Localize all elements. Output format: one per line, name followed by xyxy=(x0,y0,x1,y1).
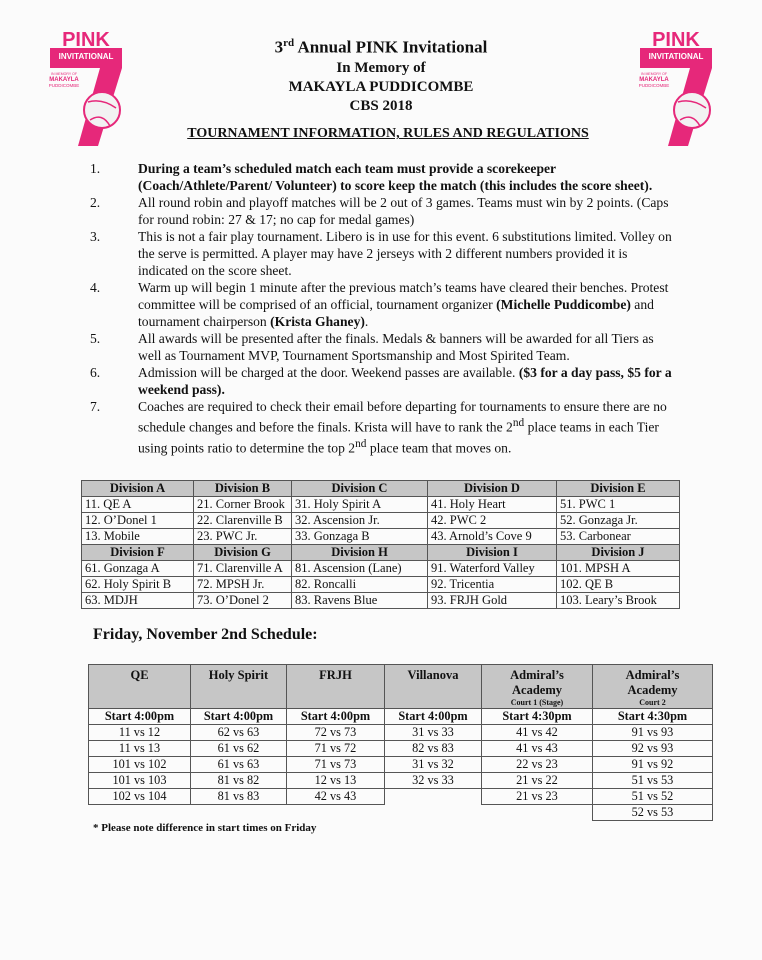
division-header: Division C xyxy=(292,481,428,497)
rule-item: 2. All round robin and playoff matches will be 2 out of 3 games. Teams must win by 2 points. (Caps for round robin: 27 & 17; no cap for medal games) xyxy=(90,195,669,227)
document-header xyxy=(0,32,762,116)
rules-title: TOURNAMENT INFORMATION, RULES AND REGULATIONS xyxy=(187,126,589,141)
venue-header: Admiral’s Academy Court 1 (Stage) xyxy=(482,665,593,709)
match-cell: 11 vs 13 xyxy=(89,741,191,757)
match-row xyxy=(89,725,713,741)
division-header: Division F xyxy=(82,545,194,561)
division-header: Division E xyxy=(557,481,680,497)
team-cell: 63. MDJH xyxy=(82,593,194,609)
match-row xyxy=(89,805,713,821)
match-cell: 51 vs 53 xyxy=(593,773,713,789)
team-cell: 101. MPSH A xyxy=(557,561,680,577)
match-cell: 71 vs 73 xyxy=(287,757,385,773)
team-cell: 62. Holy Spirit B xyxy=(82,577,194,593)
logo-memory: IN MEMORY OF xyxy=(51,72,77,76)
logo-brand: PINK xyxy=(652,29,700,51)
event-title: 3rd Annual PINK Invitational xyxy=(274,37,488,57)
match-cell: 101 vs 102 xyxy=(89,757,191,773)
match-cell: 52 vs 53 xyxy=(593,805,713,821)
team-cell: 52. Gonzaga Jr. xyxy=(557,513,680,529)
memorial-name: MAKAYLA PUDDICOMBE xyxy=(288,78,474,95)
rule-item: 7. Coaches are required to check their email before departing for tournaments to ensure there are no schedule changes and before the finals. Krista will have to rank the 2nd place teams in each Tier using points ratio to determine the top 2nd place team that moves on. xyxy=(90,399,667,456)
match-row xyxy=(89,773,713,789)
venue-header: Holy Spirit xyxy=(191,665,287,709)
divisions-table xyxy=(81,480,680,609)
rules-list xyxy=(90,160,680,456)
division-team-row xyxy=(82,529,680,545)
team-cell: 41. Holy Heart xyxy=(428,497,557,513)
match-cell: 72 vs 73 xyxy=(287,725,385,741)
match-cell: 91 vs 93 xyxy=(593,725,713,741)
venue-header: FRJH xyxy=(287,665,385,709)
team-cell: 21. Corner Brook xyxy=(194,497,292,513)
venue-header: Admiral’s Academy Court 2 xyxy=(593,665,713,709)
start-time: Start 4:30pm xyxy=(593,709,713,725)
match-cell: 11 vs 12 xyxy=(89,725,191,741)
start-time: Start 4:00pm xyxy=(287,709,385,725)
team-cell: 23. PWC Jr. xyxy=(194,529,292,545)
venue-header: QE xyxy=(89,665,191,709)
division-header: Division G xyxy=(194,545,292,561)
match-cell: 61 vs 63 xyxy=(191,757,287,773)
match-row xyxy=(89,789,713,805)
team-cell: 22. Clarenville B xyxy=(194,513,292,529)
team-cell: 61. Gonzaga A xyxy=(82,561,194,577)
division-team-row xyxy=(82,593,680,609)
start-time: Start 4:30pm xyxy=(482,709,593,725)
division-team-row xyxy=(82,561,680,577)
match-cell: 41 vs 42 xyxy=(482,725,593,741)
team-cell: 81. Ascension (Lane) xyxy=(292,561,428,577)
logo-sub: INVITATIONAL xyxy=(648,52,704,61)
division-header-row xyxy=(82,481,680,497)
rule-item: 1. During a team’s scheduled match each team must provide a scorekeeper (Coach/Athlete/Parent/ Volunteer) to score keep the match (this includes the score sheet). xyxy=(90,161,653,193)
match-cell: 22 vs 23 xyxy=(482,757,593,773)
start-time: Start 4:00pm xyxy=(385,709,482,725)
rule-item: 6. Admission will be charged at the door. Weekend passes are available. ($3 for a day pass, $5 for a weekend pass). xyxy=(90,365,672,397)
team-cell: 93. FRJH Gold xyxy=(428,593,557,609)
match-cell: 21 vs 22 xyxy=(482,773,593,789)
logo-brand: PINK xyxy=(62,29,110,51)
rule-item: 3. This is not a fair play tournament. Libero is in use for this event. 6 substitutions limited. Volley on the serve is permitted. A player may have 2 jerseys with 2 different numbers provided it is indicated on the score sheet. xyxy=(90,229,672,278)
friday-schedule-table xyxy=(88,664,713,821)
division-team-row xyxy=(82,577,680,593)
logo-name1: MAKAYLA xyxy=(639,77,669,83)
division-team-row xyxy=(82,513,680,529)
team-cell: 82. Roncalli xyxy=(292,577,428,593)
match-row xyxy=(89,741,713,757)
match-cell: 32 vs 33 xyxy=(385,773,482,789)
division-header: Division A xyxy=(82,481,194,497)
start-time: Start 4:00pm xyxy=(191,709,287,725)
match-cell: 51 vs 52 xyxy=(593,789,713,805)
division-header-row xyxy=(82,545,680,561)
team-cell: 72. MPSH Jr. xyxy=(194,577,292,593)
division-header: Division B xyxy=(194,481,292,497)
team-cell: 32. Ascension Jr. xyxy=(292,513,428,529)
team-cell: 91. Waterford Valley xyxy=(428,561,557,577)
team-cell: 13. Mobile xyxy=(82,529,194,545)
match-cell: 81 vs 82 xyxy=(191,773,287,789)
match-cell: 91 vs 92 xyxy=(593,757,713,773)
team-cell: 31. Holy Spirit A xyxy=(292,497,428,513)
match-cell: 82 vs 83 xyxy=(385,741,482,757)
logo-name2: PUDDICOMBE xyxy=(638,83,670,88)
logo-sub: INVITATIONAL xyxy=(58,52,114,61)
division-team-row xyxy=(82,497,680,513)
match-cell: 31 vs 33 xyxy=(385,725,482,741)
venue-header: Villanova xyxy=(385,665,482,709)
rule-item: 4. Warm up will begin 1 minute after the previous match’s teams have cleared their benches. Protest committee will be comprised of an official, tournament organizer (Michelle Puddicombe) and tournament chairperson (Krista Ghaney). xyxy=(90,280,669,329)
team-cell: 92. Tricentia xyxy=(428,577,557,593)
match-cell: 21 vs 23 xyxy=(482,789,593,805)
match-cell: 41 vs 43 xyxy=(482,741,593,757)
team-cell: 42. PWC 2 xyxy=(428,513,557,529)
team-cell: 33. Gonzaga B xyxy=(292,529,428,545)
team-cell: 103. Leary’s Brook xyxy=(557,593,680,609)
team-cell: 43. Arnold’s Cove 9 xyxy=(428,529,557,545)
match-cell: 101 vs 103 xyxy=(89,773,191,789)
logo-name1: MAKAYLA xyxy=(49,77,79,83)
division-header: Division D xyxy=(428,481,557,497)
team-cell: 51. PWC 1 xyxy=(557,497,680,513)
logo-memory: IN MEMORY OF xyxy=(641,72,667,76)
team-cell: 83. Ravens Blue xyxy=(292,593,428,609)
start-time-note: * Please note difference in start times on Friday xyxy=(93,822,317,834)
team-cell: 53. Carbonear xyxy=(557,529,680,545)
match-cell: 92 vs 93 xyxy=(593,741,713,757)
match-cell: 31 vs 32 xyxy=(385,757,482,773)
venue-year: CBS 2018 xyxy=(349,97,413,114)
division-header: Division H xyxy=(292,545,428,561)
team-cell: 12. O’Donel 1 xyxy=(82,513,194,529)
match-cell: 62 vs 63 xyxy=(191,725,287,741)
match-cell: 102 vs 104 xyxy=(89,789,191,805)
start-time: Start 4:00pm xyxy=(89,709,191,725)
match-row xyxy=(89,757,713,773)
match-cell: 42 vs 43 xyxy=(287,789,385,805)
logo-name2: PUDDICOMBE xyxy=(48,83,80,88)
friday-schedule-title: Friday, November 2nd Schedule: xyxy=(93,626,318,643)
division-header: Division I xyxy=(428,545,557,561)
team-cell: 11. QE A xyxy=(82,497,194,513)
match-cell: 71 vs 72 xyxy=(287,741,385,757)
match-cell: 61 vs 62 xyxy=(191,741,287,757)
match-cell: 81 vs 83 xyxy=(191,789,287,805)
team-cell: 102. QE B xyxy=(557,577,680,593)
team-cell: 73. O’Donel 2 xyxy=(194,593,292,609)
memory-line: In Memory of xyxy=(336,59,426,76)
rule-item: 5. All awards will be presented after the finals. Medals & banners will be awarded for all Tiers as well as Tournament MVP, Tournament Sportsmanship and Most Spirited Team. xyxy=(90,331,654,363)
division-header: Division J xyxy=(557,545,680,561)
match-cell: 12 vs 13 xyxy=(287,773,385,789)
team-cell: 71. Clarenville A xyxy=(194,561,292,577)
